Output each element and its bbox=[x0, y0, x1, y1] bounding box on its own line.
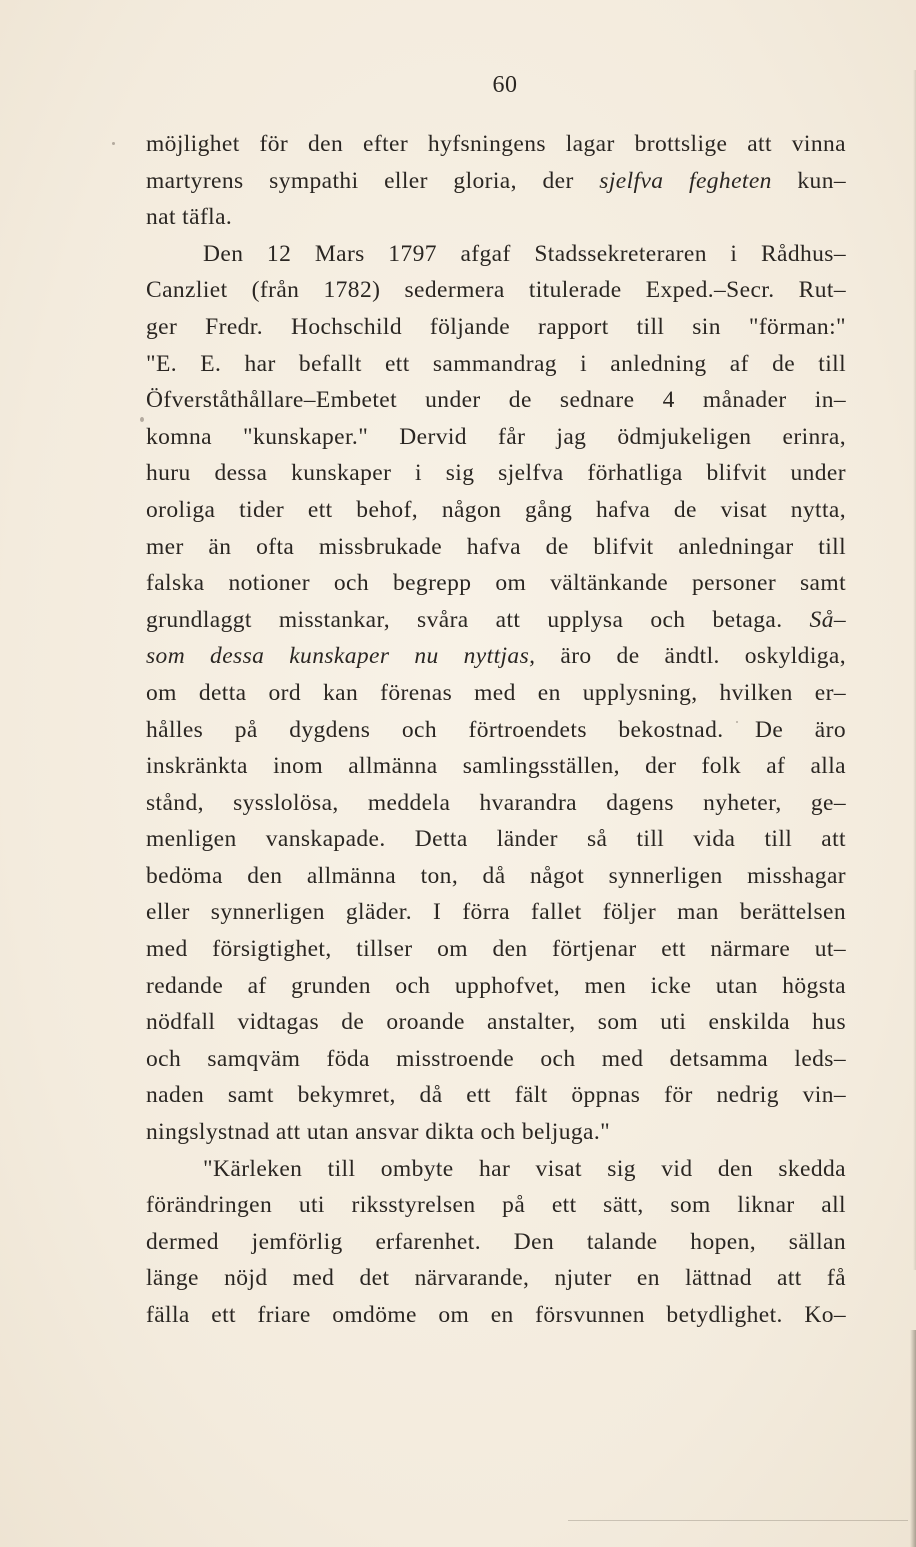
text-line bbox=[146, 1151, 846, 1188]
text-line bbox=[146, 785, 846, 822]
bottom-page-mark bbox=[568, 1520, 908, 1521]
text-segment: "E. E. har befallt ett sammandrag i anledning af de till bbox=[146, 350, 846, 377]
text-line bbox=[146, 163, 846, 200]
paper-speck bbox=[112, 142, 115, 145]
text-line bbox=[146, 565, 846, 602]
text-line bbox=[146, 1297, 846, 1334]
text-line bbox=[146, 529, 846, 566]
text-segment: kun– bbox=[771, 167, 847, 194]
text-segment: komna "kunskaper." Dervid får jag ödmjukeligen erinra, bbox=[146, 423, 846, 450]
text-line bbox=[146, 1187, 846, 1224]
text-line bbox=[146, 1041, 846, 1078]
text-line bbox=[146, 712, 846, 749]
text-line bbox=[146, 638, 846, 675]
text-line bbox=[146, 455, 846, 492]
text-line bbox=[146, 748, 846, 785]
italic-text-segment: som dessa kunskaper nu nyttjas, bbox=[146, 643, 536, 670]
text-segment: eller synnerligen gläder. I förra fallet följer man berättelsen bbox=[146, 899, 846, 926]
text-segment: med försigtighet, tillser om den förtjenar ett närmare ut– bbox=[146, 936, 846, 963]
text-segment: mer än ofta missbrukade hafva de blifvit anledningar till bbox=[146, 533, 846, 560]
page-number: 60 bbox=[492, 72, 518, 98]
text-segment: grundlaggt misstankar, svåra att upplysa och betaga. bbox=[146, 606, 810, 633]
text-segment: martyrens sympathi eller gloria, der bbox=[146, 167, 600, 194]
text-segment: om detta ord kan förenas med en upplysning, hvilken er– bbox=[146, 679, 846, 706]
text-segment: stånd, sysslolösa, meddela hvarandra dagens nyheter, ge– bbox=[146, 789, 846, 816]
paper-speck bbox=[736, 721, 738, 723]
text-segment: äro de ändtl. oskyldiga, bbox=[535, 643, 847, 670]
text-line bbox=[146, 199, 846, 236]
text-segment: nat täfla. bbox=[146, 204, 233, 231]
text-segment: nödfall vidtagas de oroande anstalter, som uti enskilda hus bbox=[146, 1009, 846, 1036]
text-segment: och samqväm föda misstroende och med detsamma leds– bbox=[146, 1045, 846, 1072]
text-segment: falska notioner och begrepp om vältänkande personer samt bbox=[146, 570, 846, 597]
text-line bbox=[146, 858, 846, 895]
text-line bbox=[146, 931, 846, 968]
text-segment: ger Fredr. Hochschild följande rapport till sin "förman:" bbox=[146, 313, 846, 340]
text-segment: bedöma den allmänna ton, då något synnerligen misshagar bbox=[146, 862, 846, 889]
text-segment: oroliga tider ett behof, någon gång hafva de visat nytta, bbox=[146, 496, 846, 523]
text-line bbox=[146, 126, 846, 163]
text-segment: ningslystnad att utan ansvar dikta och beljuga." bbox=[146, 1119, 611, 1146]
text-segment: inskränkta inom allmänna samlingsställen, der folk af alla bbox=[146, 753, 846, 780]
italic-text-segment: sjelfva fegheten bbox=[599, 167, 772, 194]
text-segment: redande af grunden och upphofvet, men icke utan högsta bbox=[146, 972, 846, 999]
text-line bbox=[146, 382, 846, 419]
text-line bbox=[146, 272, 846, 309]
text-line bbox=[146, 1077, 846, 1114]
text-line bbox=[146, 602, 846, 639]
text-line bbox=[146, 236, 846, 273]
text-line bbox=[146, 821, 846, 858]
text-line bbox=[146, 309, 846, 346]
text-segment: menligen vanskapade. Detta länder så till vida till att bbox=[146, 826, 846, 853]
text-line bbox=[146, 419, 846, 456]
text-line bbox=[146, 1224, 846, 1261]
body-text bbox=[146, 126, 846, 1334]
text-segment: hålles på dygdens och förtroendets bekostnad. De äro bbox=[146, 716, 846, 743]
paper-speck bbox=[140, 417, 144, 422]
text-line bbox=[146, 1114, 846, 1151]
text-segment: Öfverståthållare–Embetet under de sednare 4 månader in– bbox=[146, 387, 846, 414]
text-segment: fälla ett friare omdöme om en försvunnen betydlighet. Ko– bbox=[146, 1302, 846, 1328]
text-segment: Canzliet (från 1782) sedermera titulerade Exped.–Secr. Rut– bbox=[146, 277, 846, 304]
italic-text-segment: Så– bbox=[809, 606, 846, 633]
text-segment: naden samt bekymret, då ett fält öppnas för nedrig vin– bbox=[146, 1082, 846, 1109]
text-line bbox=[146, 894, 846, 931]
page-edge-shadow bbox=[910, 1330, 916, 1547]
text-segment: möjlighet för den efter hyfsningens lagar brottslige att vinna bbox=[146, 131, 846, 157]
text-line bbox=[146, 675, 846, 712]
text-segment: "Kärleken till ombyte har visat sig vid den skedda bbox=[203, 1155, 846, 1182]
text-line bbox=[146, 492, 846, 529]
text-line bbox=[146, 346, 846, 383]
text-line bbox=[146, 968, 846, 1005]
text-segment: förändringen uti riksstyrelsen på ett sätt, som liknar all bbox=[146, 1192, 846, 1219]
text-segment: dermed jemförlig erfarenhet. Den talande hopen, sällan bbox=[146, 1228, 846, 1255]
text-segment: huru dessa kunskaper i sig sjelfva förhatliga blifvit under bbox=[146, 460, 846, 487]
text-line bbox=[146, 1260, 846, 1297]
text-segment: Den 12 Mars 1797 afgaf Stadssekreteraren i Rådhus– bbox=[203, 240, 846, 267]
text-line bbox=[146, 1004, 846, 1041]
text-segment: länge nöjd med det närvarande, njuter en lättnad att få bbox=[146, 1265, 846, 1292]
